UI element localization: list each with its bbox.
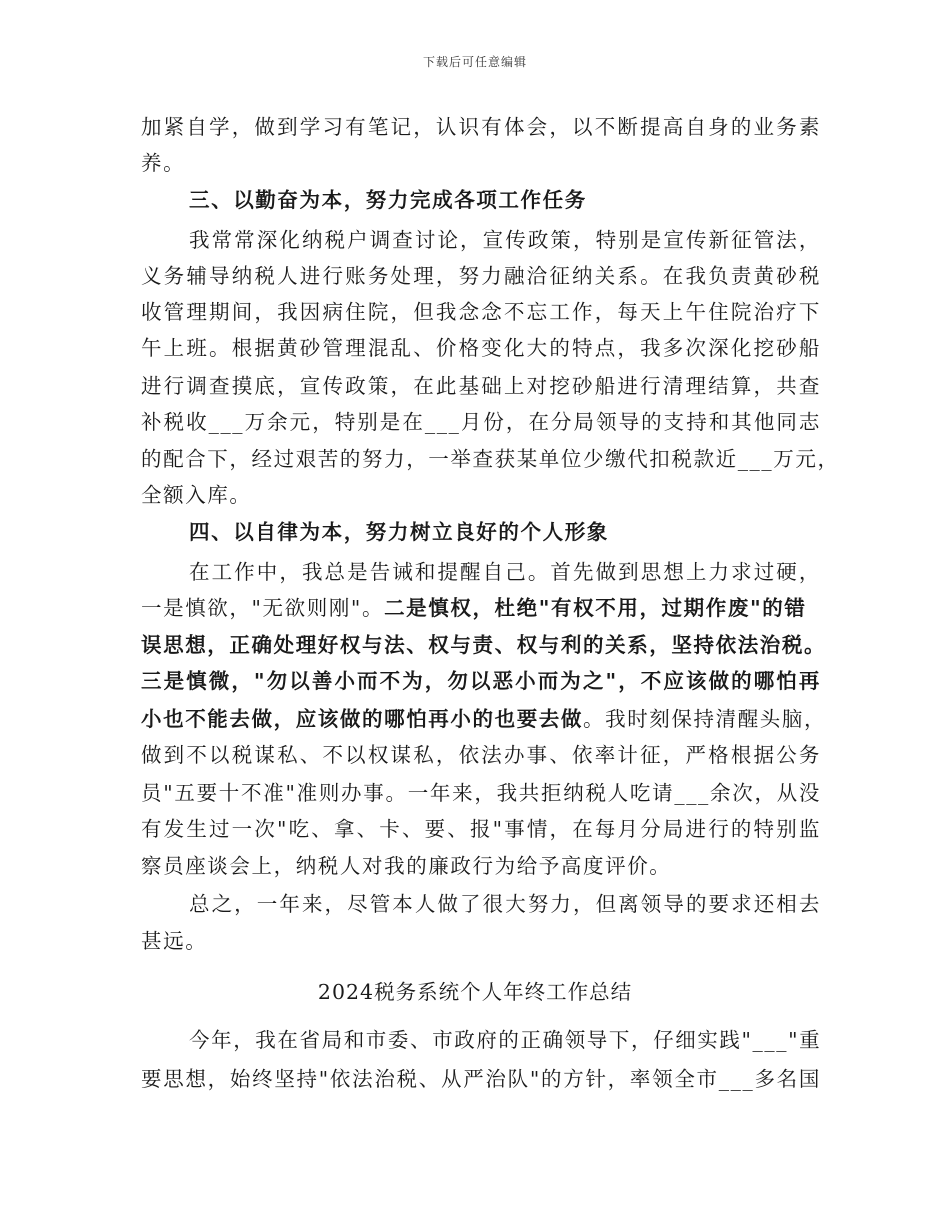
- body-line: 三是慎微，"勿以善小而不为，勿以恶小而为之"，不应该做的哪怕再: [141, 669, 821, 693]
- body-line: 在工作中，我总是告诫和提醒自己。首先做到思想上力求过硬，: [189, 560, 821, 584]
- document-title: 2024税务系统个人年终工作总结: [317, 980, 633, 1004]
- body-line: 补税收___万余元，特别是在___月份，在分局领导的支持和其他同志: [141, 410, 821, 434]
- body-line: 我常常深化纳税户调查讨论，宣传政策，特别是宣传新征管法，: [189, 228, 821, 252]
- section-heading-4: 四、以自律为本，努力树立良好的个人形象: [189, 520, 609, 544]
- body-line: 进行调查摸底，宣传政策，在此基础上对挖砂船进行清理结算，共查: [141, 374, 821, 398]
- body-line: 养。: [141, 151, 186, 175]
- body-line: 今年，我在省局和市委、市政府的正确领导下，仔细实践"___"重: [189, 1028, 822, 1052]
- body-line: 收管理期间，我因病住院，但我念念不忘工作，每天上午住院治疗下: [141, 300, 821, 324]
- page-header: 下载后可任意编辑: [422, 55, 527, 69]
- bold-text-span: 二是慎权，杜绝"有权不用，过期作废"的错: [384, 596, 807, 620]
- text-span: 一是慎欲，"无欲则刚"。: [141, 596, 385, 620]
- body-line: 有发生过一次"吃、拿、卡、要、报"事情，在每月分局进行的特别监: [141, 817, 821, 841]
- body-line: 总之，一年来，尽管本人做了很大努力，但离领导的要求还相去: [189, 892, 821, 916]
- body-line: 员"五要十不准"准则办事。一年来，我共拒纳税人吃请___余次，从没: [141, 781, 821, 805]
- body-line: 甚远。: [141, 929, 208, 953]
- body-line: 误思想，正确处理好权与法、权与责、权与利的关系，坚持依法治税。: [141, 633, 827, 657]
- bold-text-span: 小也不能去做，应该做的哪怕再小的也要去做: [141, 707, 583, 731]
- body-line: 义务辅导纳税人进行账务处理，努力融洽征纳关系。在我负责黄砂税: [141, 264, 821, 288]
- body-line: 午上班。根据黄砂管理混乱、价格变化大的特点，我多次深化挖砂船: [141, 336, 821, 360]
- body-line: 做到不以税谋私、不以权谋私，依法办事、依率计征，严格根据公务: [141, 743, 821, 767]
- body-line: 察员座谈会上，纳税人对我的廉政行为给予高度评价。: [141, 854, 672, 878]
- text-span: 。我时刻保持清醒头脑，: [583, 707, 827, 731]
- body-line: 的配合下，经过艰苦的努力，一举查获某单位少缴代扣税款近___万元，: [141, 447, 840, 471]
- body-line: [141, 593, 821, 623]
- section-heading-3: 三、以勤奋为本，努力完成各项工作任务: [189, 188, 587, 212]
- body-line: 要思想，始终坚持"依法治税、从严治队"的方针，率领全市___多名国: [141, 1067, 821, 1091]
- body-line: [141, 704, 827, 734]
- body-line: 全额入库。: [141, 483, 252, 507]
- body-line: 加紧自学，做到学习有笔记，认识有体会，以不断提高自身的业务素: [141, 115, 821, 139]
